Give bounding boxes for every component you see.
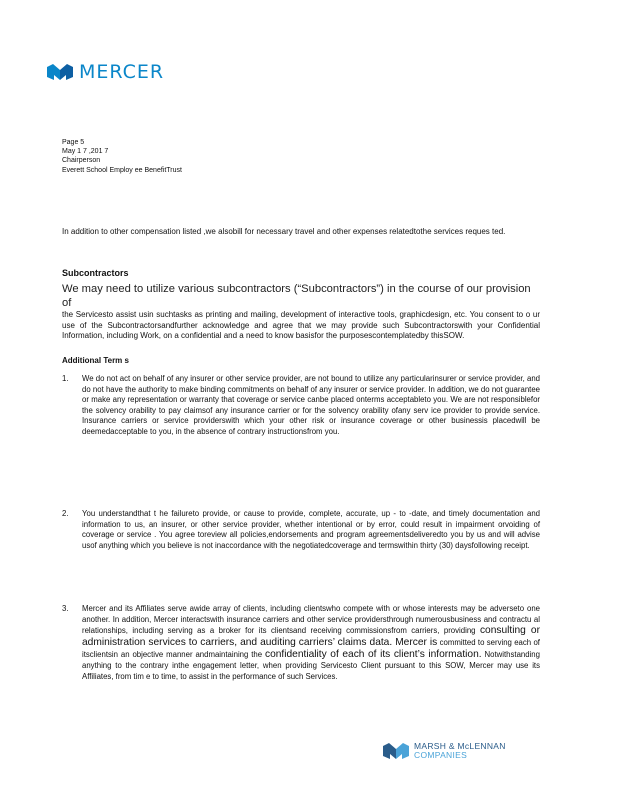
marsh-mclennan-wordmark [414,742,506,760]
subcontractors-heading: Subcontractors [62,268,129,278]
recipient-role: Chairperson [62,157,101,165]
terms-list-item [62,509,540,551]
letter-header [62,138,182,175]
additional-terms-heading: Additional Term s [62,356,129,365]
footer-line-2: COMPANIES [414,750,468,760]
recipient-organization: Everett School Employ ee BenefitTrust [62,166,182,174]
item-text-part-b: consulting or administration services to carriers, and auditing carriers’ claims data. Mercer is [82,625,540,649]
subcontractors-lead-sentence: We may need to utilize various subcontractors (“Subcontractors”) in the course of our provision of [62,283,531,309]
letter-date: May 1 7 ,201 7 [62,148,109,156]
footer-line-1: MARSH & McLENNAN [414,741,506,751]
item-text-part-e: Notwithstanding anything to the contrary inthe engagement letter, when providing Servicesto Client pursuant to this SOW, Mercer may use its Affiliates, from tim e to time, to assist in the performance of such Services. [82,650,540,681]
item-text: You understandthat t he failureto provide, or cause to provide, complete, accurate, up - to -date, and timely documentation and information to us, an insurer, or other service provider, whether intentional or by error, could result in impairment orvoiding of coverage or service . You agree toreview all policies,endorsements and program agreementsdeliveredto you by us and will advise usof anything which you believe is not inaccordance with the negotiatedcoverage and termswithin thirty (30) daysfollowing receipt. [82,509,540,550]
compensation-paragraph: In addition to other compensation listed ,we alsobill for necessary travel and other expenses relatedtothe services reques ted. [62,227,506,236]
terms-list-item [62,604,540,682]
subcontractors-section [62,283,540,342]
item-number: 2. [62,509,69,518]
item-number: 3. [62,604,69,613]
item-text-part-a: Mercer and its Affiliates serve awide array of clients, including clientswho compete with or whose interests may be adverseto one another. In addition, Mercer interactswith insurance carriers and other service providersthrough numerousbusiness and contractu al relationships, including serving as a broker for its clientsand receiving commissionsfrom carriers, providing [82,604,540,636]
mercer-logo [47,60,164,84]
subcontractors-body: the Servicesto assist usin suchtasks as printing and mailing, development of interactive tools, graphicdesign, etc. You consent to o ur use of the Subcontractorsandfurther acknowledge and agree that we may provide such Subcontractorswith your Confidential Information, including Work, on a confidential and a need to know basisfor the purposescontemplatedby thisSOW. [62,310,540,341]
terms-list-item [62,374,540,438]
mercer-logo-mark-icon [47,64,73,80]
item-text-part-c: committed to serving each of itsclientsin an objective manner andmaintaining the [82,638,540,660]
item-number: 1. [62,374,69,383]
item-text: We do not act on behalf of any insurer or other service provider, are not bound to utilize any particularinsurer or service provider, and do not have the authority to make binding commitments on behalf of any insurer or service provider. In addition, we do not guarantee or make any representation or warranty that coverage or service canbe placed onterms acceptableto you. We are not responsiblefor the solvency orability to pay claimsof any insurance carrier or for the solvency orability ofany serv ice provider to provide service. Insurance carriers or service providerswith which your other risk or insurance coverage or other businessis placedwill be deemedacceptable to you, in the absence of contrary instructionsfrom you. [82,374,540,436]
marsh-mclennan-logo [383,742,506,760]
marsh-mclennan-mark-icon [383,743,409,759]
page-number: Page 5 [62,139,85,146]
item-text-part-d: confidentiality of each of its client’s information. [265,649,482,661]
mercer-logo-text: MERCER [79,61,165,83]
